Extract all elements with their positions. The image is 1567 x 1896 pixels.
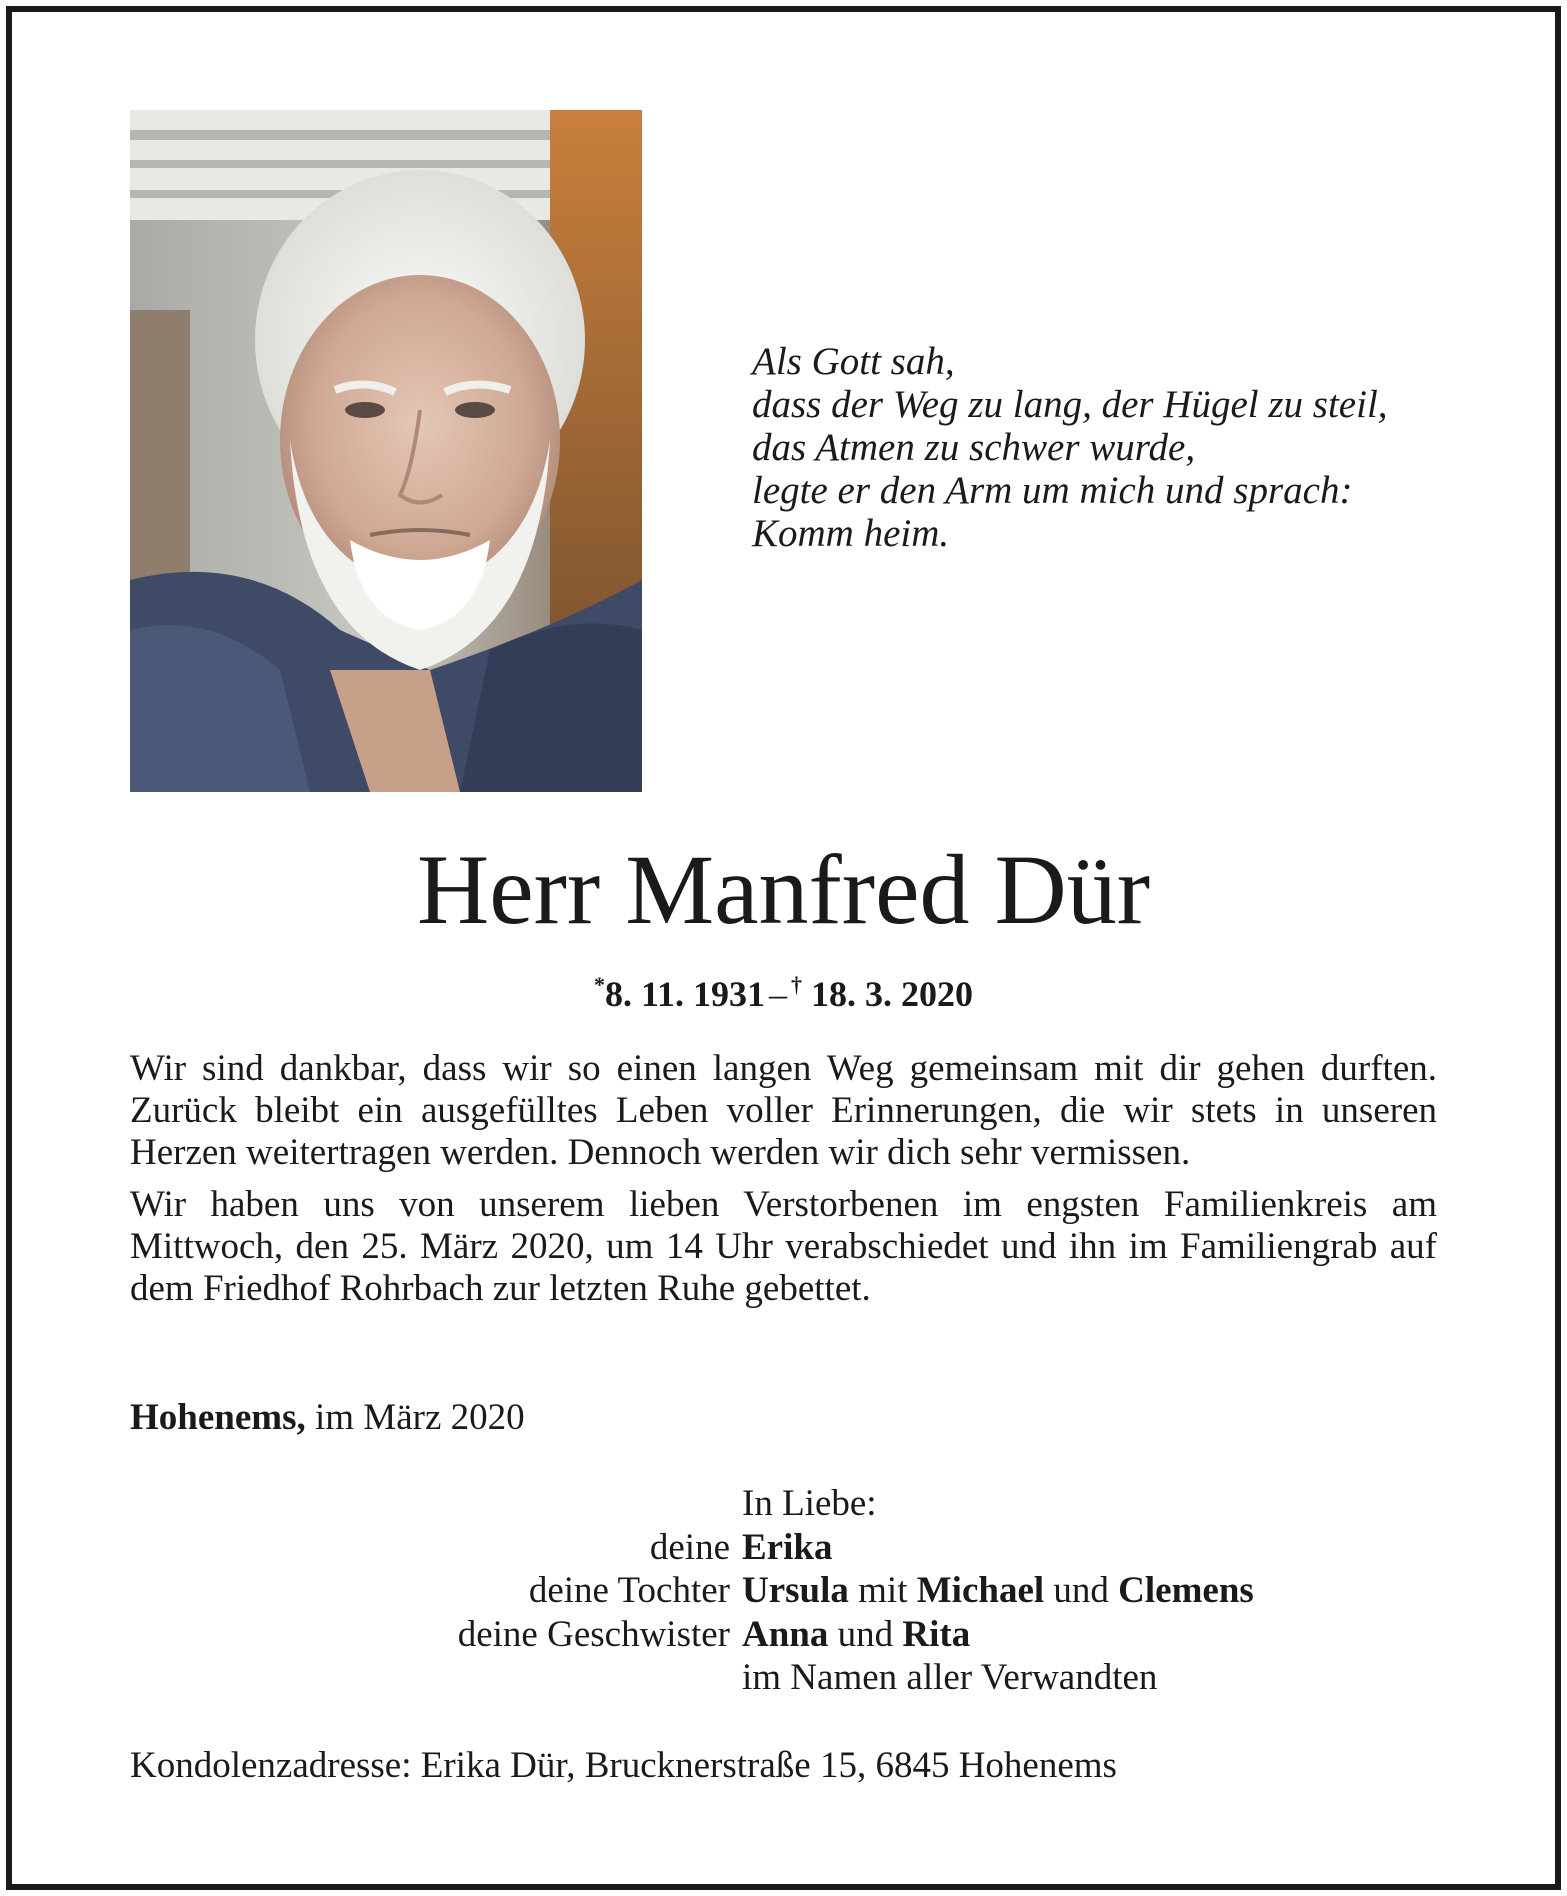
birth-symbol: * [593, 972, 605, 997]
joiner: und [1053, 1570, 1109, 1611]
signoff-row [130, 1569, 1437, 1613]
signoff-row [130, 1526, 1437, 1570]
poem-line: dass der Weg zu lang, der Hügel zu steil, [752, 383, 1388, 426]
poem [752, 340, 1452, 555]
signoff-closing: im Namen aller Verwandten [742, 1657, 1158, 1698]
signoff [130, 1482, 1437, 1700]
place-date [130, 1396, 525, 1440]
mourner-name: Rita [902, 1613, 971, 1655]
mourner-name: Erika [742, 1526, 833, 1568]
condolence-address: Kondolenzadresse: Erika Dür, Brucknerstraße 15, 6845 Hohenems [130, 1745, 1117, 1786]
relation: deine [649, 1526, 730, 1568]
mourner-name: Anna [742, 1613, 829, 1655]
life-dates [0, 963, 1567, 1016]
relation: deine Geschwister [457, 1613, 730, 1655]
portrait-photo [130, 110, 642, 792]
signoff-row [130, 1613, 1437, 1657]
joiner: und [837, 1613, 894, 1655]
portrait-image [130, 110, 642, 792]
mourner-name: Ursula [742, 1570, 849, 1611]
paragraph-gratitude: Wir sind dankbar, dass wir so einen langen Weg gemeinsam mit dir gehen durften. Zurück bleibt ein ausgefülltes Leben voller Erinnerungen, die wir stets in unseren Herzen weitertragen werden. Dennoch werden wir dich sehr vermissen. [130, 1048, 1437, 1173]
poem-line: Komm heim. [752, 512, 950, 555]
poem-line: das Atmen zu schwer wurde, [752, 426, 1196, 469]
date-separator: – [769, 974, 787, 1014]
death-date: 18. 3. 2020 [811, 974, 973, 1014]
relation: deine Tochter [528, 1570, 730, 1611]
place-city: Hohenems, [130, 1397, 306, 1438]
signoff-closing-row [130, 1656, 1437, 1700]
death-symbol: † [791, 972, 802, 997]
deceased-name: Herr Manfred Dür [416, 834, 1150, 945]
joiner: mit [858, 1570, 908, 1611]
birth-date: 8. 11. 1931 [604, 974, 765, 1014]
signoff-intro-row [130, 1482, 1437, 1526]
poem-line: Als Gott sah, [752, 340, 955, 383]
paragraph-funeral: Wir haben uns von unserem lieben Verstorbenen im engsten Familienkreis am Mittwoch, den 25. März 2020, um 14 Uhr verabschiedet und ihn im Familiengrab auf dem Friedhof Rohrbach zur letzten Ruhe gebettet. [130, 1184, 1437, 1309]
poem-line: legte er den Arm um mich und sprach: [752, 469, 1353, 512]
place-month: im März 2020 [315, 1397, 525, 1438]
mourner-name: Clemens [1118, 1570, 1254, 1611]
mourner-name: Michael [916, 1570, 1045, 1611]
obituary-text [130, 1048, 1437, 1320]
signoff-intro: In Liebe: [742, 1483, 877, 1524]
